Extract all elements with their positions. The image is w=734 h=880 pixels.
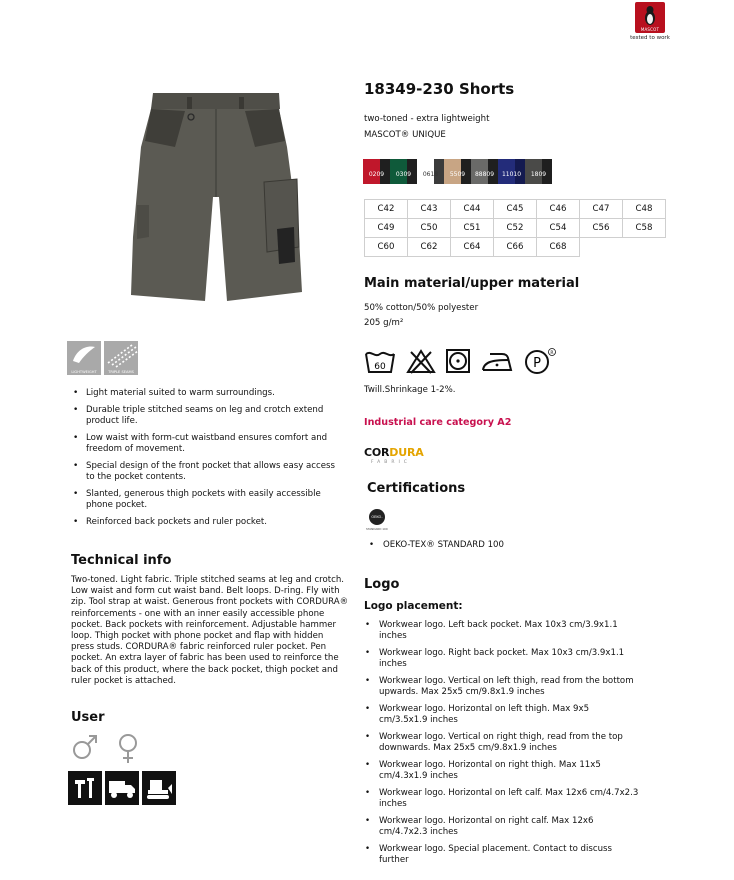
transport-truck-icon — [105, 771, 139, 805]
color-swatch[interactable] — [525, 159, 552, 184]
list-item: • Workwear logo. Horizontal on right thigh. Max 11x5 cm/4.3x1.9 inches — [364, 760, 639, 782]
color-swatches — [363, 159, 552, 184]
color-swatch[interactable] — [444, 159, 471, 184]
swatch-code: 11010 — [501, 171, 522, 178]
list-item: • Reinforced back pockets and ruler pocket. — [71, 517, 341, 528]
size-cell[interactable]: C43 — [408, 200, 451, 219]
material-heading: Main material/upper material — [364, 276, 580, 291]
wash-60-icon — [363, 348, 397, 374]
certifications-heading: Certifications — [367, 481, 466, 496]
cordura-text-b: DURA — [389, 446, 424, 459]
list-item: • OEKO-TEX® STANDARD 100 — [368, 540, 504, 551]
size-cell[interactable]: C54 — [537, 219, 580, 238]
color-swatch[interactable] — [363, 159, 390, 184]
user-heading: User — [71, 710, 105, 725]
list-item: • Workwear logo. Vertical on right thigh, read from the top downwards. Max 25x5 cm/9.8x1.9 inches — [364, 732, 639, 754]
list-item: • Low waist with form-cut waistband ensures comfort and freedom of movement. — [71, 433, 341, 455]
cordura-logo — [364, 446, 424, 459]
oeko-tex-caption: STANDARD 100 — [366, 527, 388, 531]
size-table — [364, 199, 666, 257]
color-swatch[interactable] — [498, 159, 525, 184]
list-item: • Special design of the front pocket that allows easy access to the pocket contents. — [71, 461, 341, 483]
brand-name: MASCOT — [640, 27, 660, 32]
color-swatch[interactable] — [471, 159, 498, 184]
no-bleach-icon — [406, 348, 436, 374]
lightweight-label: LIGHTWEIGHT — [71, 370, 97, 374]
brand-tagline: tested to work — [630, 35, 670, 41]
construction-machine-icon — [142, 771, 176, 805]
list-item: • Workwear logo. Horizontal on left calf. Max 12x6 cm/4.7x2.3 inches — [364, 788, 639, 810]
list-item: • Workwear logo. Right back pocket. Max 10x3 cm/3.9x1.1 inches — [364, 648, 639, 670]
size-cell[interactable]: C66 — [494, 238, 537, 257]
size-cell[interactable]: C50 — [408, 219, 451, 238]
list-item: • Workwear logo. Horizontal on right calf. Max 12x6 cm/4.7x2.3 inches — [364, 816, 639, 838]
size-cell[interactable]: C51 — [451, 219, 494, 238]
mascot-logo-icon — [635, 2, 665, 33]
swatch-code: 0209 — [368, 171, 385, 178]
iron-low-icon — [480, 348, 514, 374]
product-line: MASCOT® UNIQUE — [364, 130, 446, 140]
size-cell[interactable]: C68 — [537, 238, 580, 257]
size-cell[interactable]: C56 — [580, 219, 623, 238]
tumble-dry-icon — [445, 348, 471, 374]
list-item: • Workwear logo. Left back pocket. Max 10x3 cm/3.9x1.1 inches — [364, 620, 639, 642]
size-cell[interactable]: C58 — [623, 219, 666, 238]
material-weight: 205 g/m² — [364, 318, 404, 328]
size-cell[interactable]: C49 — [365, 219, 408, 238]
certification-list — [368, 540, 504, 551]
carpentry-tools-icon — [68, 771, 102, 805]
shrinkage-text: Twill.Shrinkage 1-2%. — [364, 385, 456, 395]
brand-logo — [628, 2, 672, 41]
size-cell[interactable]: C47 — [580, 200, 623, 219]
svg-text:R: R — [550, 351, 554, 356]
logo-placement-heading: Logo placement: — [364, 600, 463, 612]
list-item: • Workwear logo. Special placement. Contact to discuss further — [364, 844, 639, 866]
female-symbol-icon — [117, 733, 139, 765]
size-cell[interactable]: C44 — [451, 200, 494, 219]
size-cell[interactable]: C45 — [494, 200, 537, 219]
swatch-code: 0309 — [395, 171, 412, 178]
wash-temp: 60 — [374, 362, 386, 372]
technical-info-text: Two-toned. Light fabric. Triple stitched seams at leg and crotch. Low waist and form cut waist band. Belt loops. D-ring. Fly with zip. Tool strap at waist. Generous front pockets with CORDURA® reinforcements - one with an inner easily accessible phone pocket. Back pockets with reinforcement. Adjustable hammer loop. Thigh pocket with phone pocket and flap with hidden press studs. CORDURA® fabric reinforced ruler pocket. Pen pocket. An extra layer of fabric has been used to reinforce the back of this product, where the back pocket, thigh pocket and ruler pocket is attached. — [71, 575, 349, 686]
svg-text:P: P — [533, 356, 541, 371]
triple-seams-icon — [104, 341, 138, 375]
product-title: 18349-230 Shorts — [364, 80, 515, 98]
size-cell[interactable]: C52 — [494, 219, 537, 238]
cordura-subtext: FABRIC — [371, 460, 411, 465]
list-item: • Workwear logo. Vertical on left thigh, read from the bottom upwards. Max 25x5 cm/9.8x1.9 inches — [364, 676, 639, 698]
color-swatch[interactable] — [390, 159, 417, 184]
swatch-code: 1809 — [530, 171, 547, 178]
product-image — [127, 87, 303, 312]
care-category: Industrial care category A2 — [364, 417, 512, 428]
material-composition: 50% cotton/50% polyester — [364, 303, 479, 313]
cordura-text-a: COR — [364, 446, 390, 459]
lightweight-icon — [67, 341, 101, 375]
size-cell[interactable]: C46 — [537, 200, 580, 219]
swatch-code: 88809 — [474, 171, 495, 178]
color-swatch[interactable] — [417, 159, 444, 184]
feature-list — [71, 388, 341, 534]
size-cell[interactable]: C60 — [365, 238, 408, 257]
oeko-tex-badge-icon: OEKO-TEX — [369, 509, 385, 525]
size-cell[interactable]: C62 — [408, 238, 451, 257]
list-item: • Workwear logo. Horizontal on left thigh. Max 9x5 cm/3.5x1.9 inches — [364, 704, 639, 726]
product-subtitle: two-toned - extra lightweight — [364, 114, 490, 124]
swatch-code: 5509 — [449, 171, 466, 178]
logo-heading: Logo — [364, 577, 400, 592]
size-cell[interactable]: C48 — [623, 200, 666, 219]
technical-info-heading: Technical info — [71, 553, 172, 568]
size-cell[interactable]: C42 — [365, 200, 408, 219]
dry-clean-p-icon — [523, 347, 557, 375]
male-symbol-icon — [71, 733, 99, 761]
triple-seams-label: TRIPLE SEAMS — [108, 370, 134, 374]
list-item: • Slanted, generous thigh pockets with easily accessible phone pocket. — [71, 489, 341, 511]
care-symbols — [363, 347, 557, 375]
swatch-code: 0618 — [422, 171, 439, 178]
list-item: • Light material suited to warm surroundings. — [71, 388, 341, 399]
size-cell[interactable]: C64 — [451, 238, 494, 257]
logo-placement-list — [364, 620, 639, 872]
list-item: • Durable triple stitched seams on leg and crotch extend product life. — [71, 405, 341, 427]
